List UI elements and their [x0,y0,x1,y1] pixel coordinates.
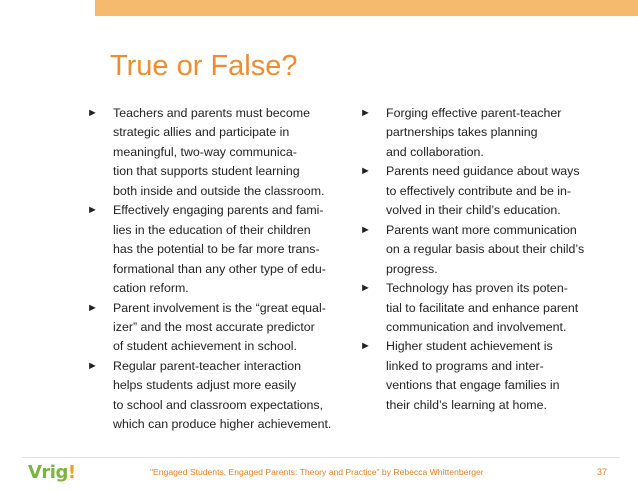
bullet-text-line: Forging effective parent-teacher [386,106,562,120]
bullet-text-line: of student achievement in school. [113,339,297,354]
bullet-text-line: Regular parent-teacher interaction [113,358,302,373]
bullet-arrow-icon: ► [87,359,98,372]
bullet-text-line: to effectively contribute and be in- [386,183,572,198]
vrig-logo [28,462,76,483]
logo-text: Vrig [28,462,68,483]
bullet-text-line: izer” and the most accurate predictor [113,319,315,334]
bullet-text-line: Parent involvement is the “great equal- [113,300,326,315]
bullet-text-line: Parents need guidance about ways [386,164,580,179]
bullet-text-line: helps students adjust more easily [113,378,297,393]
bullet-arrow-icon: ► [360,340,371,353]
bullet-text-line: communication and involvement. [386,319,567,334]
bullet-text-line: on a regular basis about their child’s [386,242,585,257]
bullet-text-line: has the potential to be far more trans- [113,242,320,257]
bullet-item [360,162,600,220]
bullet-item [87,201,357,298]
bullet-arrow-icon: ► [360,282,371,295]
logo-mark: ! [67,462,76,483]
bullet-text-line: progress. [386,261,438,276]
bullet-text-line: formational than any other type of edu- [113,261,326,276]
bullet-text-line: Higher student achievement is [386,339,553,354]
bullet-item [360,279,600,337]
bullet-text-line: and collaboration. [386,144,484,159]
bullet-item [360,337,600,415]
bullet-item [360,221,600,279]
bullet-arrow-icon: ► [87,301,98,314]
bullet-text-line: ventions that engage families in [386,378,560,393]
bullet-text-line: meaningful, two-way communica- [113,144,297,159]
bullet-text-line: their child’s learning at home. [386,397,547,412]
bullet-text-line: which can produce higher achievement. [113,417,332,432]
bullet-text-line: Parents want more communication [386,222,577,237]
bullet-text-line: lies in the education of their children [113,222,311,237]
page-number: 37 [597,467,608,477]
slide-title: True or False? [110,50,298,82]
bullet-text-line: cation reform. [113,281,189,296]
bullet-arrow-icon: ► [360,223,371,236]
bullet-arrow-icon: ► [360,107,371,119]
bullet-arrow-icon: ► [87,204,98,217]
bullet-text-line: Effectively engaging parents and fami- [113,203,324,218]
right-bullet-column [360,104,600,415]
bullet-arrow-icon: ► [360,165,371,178]
bullet-text-line: strategic allies and participate in [113,125,290,140]
bullet-item [87,357,357,435]
bullet-text-line: linked to programs and inter- [386,358,544,373]
bullet-item [360,104,600,162]
bullet-text-line: Teachers and parents must become [113,106,310,120]
bullet-text-line: both inside and outside the classroom. [113,183,325,198]
bullet-item [87,299,357,357]
top-accent-bar [95,0,638,16]
bullet-text-line: tion that supports student learning [113,164,300,179]
bullet-item [87,104,357,201]
bullet-arrow-icon: ► [87,107,98,119]
left-bullet-column [87,104,357,435]
bullet-text-line: volved in their child’s education. [386,203,561,218]
bullet-text-line: partnerships takes planning [386,125,538,140]
bullet-text-line: Technology has proven its poten- [386,281,568,296]
footer-citation: "Engaged Students, Engaged Parents: Theory and Practice" by Rebecca Whittenberger [150,467,484,477]
footer-divider [22,457,620,458]
bullet-text-line: to school and classroom expectations, [113,397,324,412]
bullet-text-line: tial to facilitate and enhance parent [386,300,579,315]
